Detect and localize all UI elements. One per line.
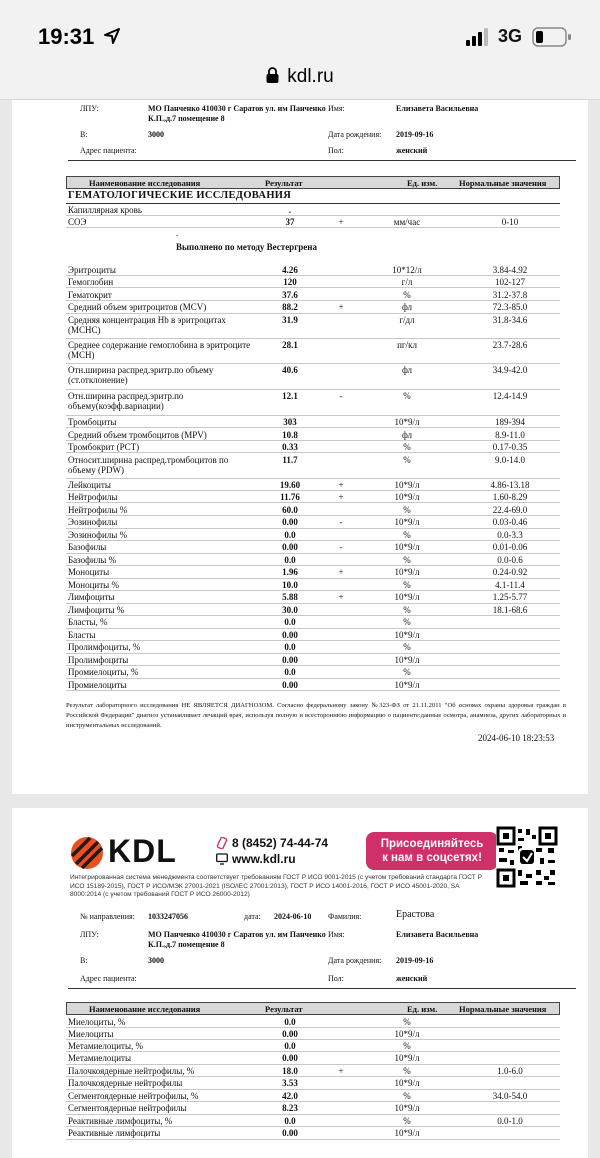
test-unit: фл (401, 430, 413, 440)
date-value: 2024-06-10 (274, 912, 312, 921)
test-unit: пг/кл (397, 340, 417, 350)
test-name: Метамиелоциты, % (68, 1041, 144, 1051)
test-unit: 10*9/л (394, 655, 420, 665)
table-row (66, 289, 560, 301)
table-row (66, 216, 560, 228)
v-value-2: 3000 (148, 956, 164, 965)
url-text: kdl.ru (287, 66, 334, 87)
table-row (66, 554, 560, 566)
test-result: 0.00 (282, 517, 298, 527)
test-result: 0.00 (282, 542, 298, 552)
test-result: 0.0 (284, 642, 296, 652)
logo-text: KDL (108, 833, 177, 869)
table-row (66, 276, 560, 288)
col-name-header-2: Наименование исследования (89, 1004, 201, 1014)
dob-label-2: Дата рождения: (328, 956, 382, 965)
test-name: Капиллярная кровь (68, 205, 142, 215)
test-result: 303 (283, 417, 297, 427)
test-flag: + (338, 302, 344, 312)
test-name: Средний объем эритроцитов (MCV) (68, 302, 207, 312)
test-unit: фл (401, 302, 413, 312)
test-name: Бласты, % (68, 617, 108, 627)
test-name: Относит.ширина распред.тромбоцитов по объему (PDW) (68, 455, 229, 475)
test-result: 0.00 (282, 1128, 298, 1138)
test-normal-range: 3.84-4.92 (492, 265, 528, 275)
test-normal-range: 0.17-0.35 (492, 442, 528, 452)
test-name: Лимфоциты (68, 592, 115, 602)
table-row (66, 504, 560, 516)
test-result: 11.76 (280, 492, 300, 502)
test-unit: 10*9/л (394, 492, 420, 502)
test-normal-range: 1.25-5.77 (492, 592, 528, 602)
test-normal-range: 12.4-14.9 (492, 391, 528, 401)
test-flag: + (338, 480, 344, 490)
table-row (66, 264, 560, 276)
test-unit: % (403, 391, 411, 401)
col-result-header-2: Результат (265, 1004, 303, 1014)
table-row (66, 1127, 560, 1140)
test-name: Средняя концентрация Hb в эритроцитах (МСНС) (68, 315, 226, 335)
table-row (66, 616, 560, 629)
website-link[interactable] (216, 852, 296, 866)
test-flag: + (338, 592, 344, 602)
referral-value: 1033247056 (148, 912, 188, 921)
test-unit: 10*9/л (394, 1078, 420, 1088)
test-name: Тромбокрит (PCT) (68, 442, 140, 452)
test-flag: + (338, 567, 344, 577)
test-unit: % (403, 642, 411, 652)
test-result: 30.0 (282, 605, 298, 615)
signal-bars-icon (466, 28, 490, 46)
test-result: 0.0 (284, 530, 296, 540)
test-unit: 10*9/л (394, 567, 420, 577)
test-result: 12.1 (282, 391, 298, 401)
test-result: 5.88 (282, 592, 298, 602)
test-result: 0.00 (282, 1029, 298, 1039)
table-row (66, 339, 560, 364)
test-flag: - (339, 517, 343, 527)
section-title: ГЕМАТОЛОГИЧЕСКИЕ ИССЛЕДОВАНИЯ (68, 190, 292, 201)
test-name: Пролимфоциты, % (68, 642, 141, 652)
lpu-line1: МО Панченко 410030 г Саратов ул. им Панченко (148, 104, 326, 113)
test-unit: % (403, 605, 411, 615)
test-result: 0.00 (282, 1053, 298, 1063)
test-unit: % (403, 505, 411, 515)
test-result: 28.1 (282, 340, 298, 350)
table-row (66, 516, 560, 529)
test-result: 0.0 (284, 555, 296, 565)
test-name: Гематокрит (68, 290, 112, 300)
test-normal-range: 8.9-11.0 (495, 430, 525, 440)
table-row (66, 666, 560, 679)
test-unit: % (403, 1041, 411, 1051)
test-name: Нейтрофилы % (68, 505, 128, 515)
test-name: Моноциты % (68, 580, 119, 590)
network-type: 3G (498, 26, 523, 46)
test-normal-range: 72.3-85.0 (492, 302, 528, 312)
test-name: Отн.ширина распред.эритр.по объему (ст.отклонение) (68, 365, 214, 385)
table-row (66, 1115, 560, 1127)
report-page-2 (12, 808, 588, 1158)
test-unit: % (403, 455, 411, 465)
table-row (66, 390, 560, 416)
test-unit: 10*9/л (394, 630, 420, 640)
lpu-line2-2: К.П.,д.7 помещение 8 (148, 940, 225, 949)
header-divider-2 (68, 988, 576, 989)
phone-text: 8 (8452) 74-44-74 (232, 836, 329, 850)
test-name: Сегментоядерные нейтрофилы, % (68, 1091, 199, 1101)
dob-value-2: 2019-09-16 (396, 956, 434, 965)
test-flag: + (338, 217, 344, 227)
test-result: 0.00 (282, 680, 298, 690)
lpu-label-2: ЛПУ: (80, 930, 99, 939)
test-result: 60.0 (282, 505, 298, 515)
method-note: Выполнено по методу Вестергрена (176, 242, 317, 252)
test-name: Метамиелоциты (68, 1053, 132, 1063)
col-unit-header: Ед. изм. (407, 178, 438, 188)
lpu-line2: К.П.,д.7 помещение 8 (148, 114, 225, 123)
test-result: 0.33 (282, 442, 298, 452)
name-label-2: Имя: (328, 930, 345, 939)
test-unit: % (403, 1116, 411, 1126)
lock-icon (266, 67, 279, 83)
test-name: Реактивные лимфоциты (68, 1128, 161, 1138)
test-result: 120 (283, 277, 297, 287)
test-normal-range: 0.24-0.92 (492, 567, 528, 577)
sex-value-2: женский (396, 974, 428, 983)
table-row (66, 541, 560, 554)
test-name: Сегментоядерные нейтрофилы (68, 1103, 187, 1113)
test-result: 0.0 (284, 1116, 296, 1126)
test-unit: % (403, 555, 411, 565)
table-row (66, 579, 560, 591)
test-normal-range: 4.1-11.4 (495, 580, 525, 590)
table-row (66, 491, 560, 503)
date-label: дата: (244, 912, 261, 921)
test-unit: фл (401, 365, 413, 375)
test-unit: 10*9/л (394, 542, 420, 552)
social-line2: к нам в соцсетях! (382, 852, 482, 864)
test-name: Промиелоциты (68, 680, 127, 690)
test-normal-range: 31.8-34.6 (492, 315, 528, 325)
test-name: Эозинофилы % (68, 530, 128, 540)
table-row (66, 1065, 560, 1077)
table-row (66, 1028, 560, 1040)
sex-label: Пол: (328, 146, 344, 155)
test-name: Палочкоядерные нейтрофилы (68, 1078, 183, 1088)
table-row (66, 591, 560, 604)
test-name: Тромбоциты (68, 417, 117, 427)
test-normal-range: 23.7-28.6 (492, 340, 528, 350)
test-unit: 10*9/л (394, 517, 420, 527)
table-row (66, 679, 560, 691)
test-normal-range: 22.4-69.0 (492, 505, 528, 515)
test-unit: % (403, 580, 411, 590)
table-row (66, 629, 560, 641)
address-label-2: Адрес пациента: (80, 974, 137, 983)
test-unit: % (403, 1091, 411, 1101)
test-unit: % (403, 667, 411, 677)
test-result: 4.26 (282, 265, 298, 275)
report-page-1 (12, 100, 588, 794)
test-unit: 10*9/л (394, 1128, 420, 1138)
test-name: Гемоглобин (68, 277, 114, 287)
col-result-header: Результат (265, 178, 303, 188)
status-time: 19:31 (38, 24, 95, 49)
dot-mark: . (176, 228, 179, 238)
table-row (66, 1077, 560, 1090)
test-result: 37.6 (282, 290, 298, 300)
table-row (66, 604, 560, 616)
test-name: Пролимфоциты (68, 655, 129, 665)
table-row (66, 454, 560, 479)
test-name: Базофилы % (68, 555, 117, 565)
table-row (66, 1090, 560, 1102)
test-result: 0.0 (284, 667, 296, 677)
test-result: 8.23 (282, 1103, 298, 1113)
table-row (66, 1040, 560, 1052)
test-normal-range: 0.0-3.3 (497, 530, 523, 540)
phone-icon (216, 837, 228, 849)
test-normal-range: 34.0-54.0 (492, 1091, 528, 1101)
table-row (66, 364, 560, 390)
test-name: Миелоциты (68, 1029, 114, 1039)
test-name: Эозинофилы (68, 517, 118, 527)
name-value-2: Елизавета Васильевна (396, 930, 479, 939)
test-name: Базофилы (68, 542, 107, 552)
sex-value: женский (396, 146, 428, 155)
report-timestamp: 2024-06-10 18:23:53 (478, 733, 555, 743)
qr-code-icon (496, 826, 558, 888)
test-name: Лейкоциты (68, 480, 111, 490)
test-unit: г/л (401, 277, 413, 287)
social-banner[interactable] (366, 832, 498, 870)
test-name: Эритроциты (68, 265, 116, 275)
table-row (66, 441, 560, 453)
test-result: 31.9 (282, 315, 298, 325)
test-name: Бласты (68, 630, 96, 640)
test-name: Лимфоциты % (68, 605, 125, 615)
phone-number[interactable] (216, 836, 328, 850)
name-label: Имя: (328, 104, 345, 113)
address-bar[interactable] (0, 66, 600, 88)
lpu-label: ЛПУ: (80, 104, 99, 113)
test-unit: г/дл (399, 315, 415, 325)
test-normal-range: 1.60-8.29 (492, 492, 528, 502)
table-row (66, 529, 560, 541)
test-unit: 10*12/л (392, 265, 422, 275)
col-normal-header: Нормальные значения (459, 178, 547, 188)
surname-label: Фамилия: (328, 912, 362, 921)
test-normal-range: 0.0-1.0 (497, 1116, 523, 1126)
test-name: СОЭ (68, 217, 87, 227)
test-result: 37 (285, 217, 295, 227)
test-result: 0.00 (282, 655, 298, 665)
test-unit: 10*9/л (394, 1053, 420, 1063)
sex-label-2: Пол: (328, 974, 344, 983)
test-result: 10.8 (282, 430, 298, 440)
gost-certification: Интегрированная система менеджмента соответствует требованиям ГОСТ Р ИСО 9001-2015 (с учетом требований стандарта ГОСТ Р ИСО 15189-2015), ГОСТ Р ИСО/МЭК 27001-2021 (ISO/IEC 27001:2013), ГОСТ Р ИСО 14001-2016, ГОСТ Р ИСО 45001-2020, SA 8000:2014 (с учетом требований ГОСТ Р ИСО 26000-2012) (70, 874, 482, 899)
test-result: 0.0 (284, 617, 296, 627)
lpu-line1-2: МО Панченко 410030 г Саратов ул. им Панченко (148, 930, 326, 939)
table-row (66, 1016, 560, 1028)
test-unit: 10*9/л (394, 1029, 420, 1039)
test-normal-range: 1.0-6.0 (497, 1066, 523, 1076)
v-label-2: В: (80, 956, 88, 965)
test-result: 0.0 (284, 1017, 296, 1027)
table-header (66, 176, 560, 189)
test-normal-range: 0-10 (501, 217, 519, 227)
test-name: Моноциты (68, 567, 110, 577)
test-result: 0.0 (284, 1041, 296, 1051)
table-row (66, 1052, 560, 1065)
col-normal-header-2: Нормальные значения (459, 1004, 547, 1014)
test-unit: % (403, 290, 411, 300)
table-row (66, 1102, 560, 1115)
test-name: Реактивные лимфоциты, % (68, 1116, 173, 1126)
test-flag: - (339, 391, 343, 401)
dob-value: 2019-09-16 (396, 130, 434, 139)
test-result: 42.0 (282, 1091, 298, 1101)
site-text: www.kdl.ru (232, 852, 296, 866)
header-divider (68, 160, 576, 161)
test-unit: % (403, 1066, 411, 1076)
table-row (66, 429, 560, 441)
table-row (66, 641, 560, 654)
test-unit: мм/час (393, 217, 421, 227)
test-normal-range: 34.9-42.0 (492, 365, 528, 375)
test-normal-range: 18.1-68.6 (492, 605, 528, 615)
test-name: Палочкоядерные нейтрофилы, % (68, 1066, 195, 1076)
test-unit: 10*9/л (394, 680, 420, 690)
battery-icon (532, 27, 572, 47)
surname-value: Ерастова (396, 909, 435, 920)
test-unit: 10*9/л (394, 1103, 420, 1113)
test-normal-range: 189-394 (495, 417, 525, 427)
table-row (66, 301, 560, 314)
name-value: Елизавета Васильевна (396, 104, 479, 113)
test-normal-range: 9.0-14.0 (495, 455, 525, 465)
test-unit: 10*9/л (394, 480, 420, 490)
test-result: 10.0 (282, 580, 298, 590)
test-flag: + (338, 1066, 344, 1076)
table-row (66, 479, 560, 491)
test-result: 19.60 (279, 480, 301, 490)
test-normal-range: 0.01-0.06 (492, 542, 528, 552)
test-flag: + (338, 492, 344, 502)
test-unit: % (403, 617, 411, 627)
test-unit: % (403, 442, 411, 452)
table-row (66, 566, 560, 579)
test-normal-range: 0.0-0.6 (497, 555, 523, 565)
test-result: 11.7 (282, 455, 298, 465)
disclaimer: Результат лабораторного исследования НЕ ЯВЛЯЕТСЯ ДИАГНОЗОМ. Согласно федеральному закону №323-ФЗ от 21.11.2011 "Об основах охраны здоровья граждан в Российской Федерации" диагноз устанавливает лечащий врач, используя полную и всестороннюю информацию о пациенте:данные осмотра, анамнеза, других лабораторных и инструментальных исследований. (66, 702, 566, 729)
test-normal-range: 0.03-0.46 (492, 517, 528, 527)
col-unit-header-2: Ед. изм. (407, 1004, 438, 1014)
test-name: Средний объем тромбоцитов (MPV) (68, 430, 207, 440)
referral-label: № направления: (80, 912, 135, 921)
test-unit: % (403, 530, 411, 540)
test-name: Промиелоциты, % (68, 667, 139, 677)
test-normal-range: 31.2-37.8 (492, 290, 528, 300)
test-name: Отн.ширина распред.эритр.по объему(коэфф.вариации) (68, 391, 184, 411)
test-result: 3.53 (282, 1078, 298, 1088)
test-normal-range: 102-127 (495, 277, 525, 287)
table-row (66, 654, 560, 666)
test-result: 18.0 (282, 1066, 298, 1076)
test-result: 1.96 (282, 567, 298, 577)
test-result: 0.00 (282, 630, 298, 640)
col-name-header: Наименование исследования (89, 178, 201, 188)
table-row (66, 204, 560, 216)
test-normal-range: 4.86-13.18 (490, 480, 530, 490)
table-row (66, 416, 560, 428)
location-arrow-icon (104, 28, 120, 44)
social-line1: Присоединяйтесь (380, 838, 484, 850)
table-header-2 (66, 1002, 560, 1015)
table-row (66, 314, 560, 339)
monitor-icon (216, 853, 228, 865)
test-unit: 10*9/л (394, 417, 420, 427)
test-result: 40.6 (282, 365, 298, 375)
test-name: Миелоциты, % (68, 1017, 126, 1027)
v-value: 3000 (148, 130, 164, 139)
test-name: Среднее содержание гемоглобина в эритроците (MCH) (68, 340, 251, 360)
test-name: Нейтрофилы (68, 492, 118, 502)
v-label: В: (80, 130, 88, 139)
test-result: . (288, 205, 292, 215)
test-flag: - (339, 542, 343, 552)
dob-label: Дата рождения: (328, 130, 382, 139)
test-unit: % (403, 1017, 411, 1027)
browser-top-bar (0, 0, 600, 100)
test-result: 88.2 (282, 302, 298, 312)
test-unit: 10*9/л (394, 592, 420, 602)
address-label: Адрес пациента: (80, 146, 137, 155)
